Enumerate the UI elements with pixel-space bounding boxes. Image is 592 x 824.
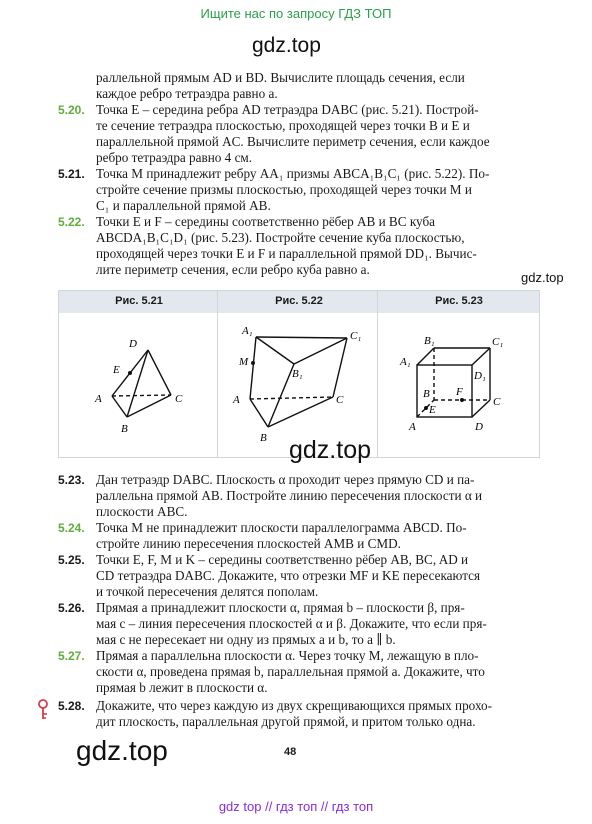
problem-line: C₁ и параллельной прямой AB. [96, 198, 271, 213]
label-E: E [113, 364, 120, 376]
problem-line: мая c не пересекает ни одну из прямых a и b, то a ∥ b. [96, 632, 396, 647]
figures-panel [58, 290, 540, 458]
problem-line: стройте сечение призмы плоскостью, проходящей через точки M и [96, 182, 472, 197]
label-D: D [129, 338, 137, 350]
problem-line: каждое ребро тетраэдра равно a. [96, 86, 278, 101]
problem-line: ABCDA₁B₁C₁D₁ (рис. 5.23). Постройте сечение куба плоскостью, [96, 230, 465, 245]
footer-links[interactable]: gdz top // гдз топ // гдз топ [218, 799, 374, 814]
problem-line: стройте линию пересечения плоскостей AMB и CMD. [96, 536, 401, 551]
label-D1: D₁ [474, 370, 486, 382]
problem-line: Дан тетраэдр DABC. Плоскость α проходит через прямую CD и па- [96, 472, 475, 487]
problem-line: прямая b лежит в плоскости α. [96, 680, 268, 695]
problem-line: раллельна прямой AB. Постройте линию пересечения плоскости α и [96, 488, 483, 503]
watermark-small: gdz.top [521, 270, 564, 285]
label-M: M [239, 356, 249, 368]
problem-number: 5.27. [58, 649, 85, 663]
problem-line: ребро тетраэдра равно 4 см. [96, 150, 253, 165]
label-C: C [175, 393, 183, 405]
problem-number: 5.21. [58, 167, 85, 181]
label-C: C [493, 396, 501, 408]
label-B1: B₁ [292, 368, 303, 380]
problem-line: и точкой пересечения делятся пополам. [96, 584, 319, 599]
problem-line: плоскости ABC. [96, 504, 188, 519]
watermark: gdz.top [76, 735, 168, 766]
label-E: E [429, 404, 436, 416]
search-banner[interactable]: Ищите нас по запросу ГДЗ ТОП [200, 6, 392, 21]
figures-header [59, 291, 539, 313]
label-A: A [95, 393, 102, 405]
problem-line: лите периметр сечения, если ребро куба равно a. [96, 262, 370, 277]
problem-line: Прямая a параллельна плоскости α. Через точку M, лежащую в пло- [96, 648, 479, 663]
figure-title: Рис. 5.22 [275, 295, 323, 307]
label-B: B [260, 432, 267, 444]
problem-line: Точки E и F – середины соответственно рёбер AB и BC куба [96, 214, 436, 229]
tetrahedron-figure [59, 313, 217, 457]
problem-line: Точка M не принадлежит плоскости параллелограмма ABCD. По- [96, 520, 467, 535]
problem-line: скости α, проведена прямая b, параллельная прямой a. Докажите, что [96, 664, 485, 679]
problem-number: 5.23. [58, 473, 85, 487]
problem-line: параллельной прямой AC. Вычислите периметр сечения, если каждое [96, 134, 490, 149]
problem-line: мая c – линия пересечения плоскостей α и β. Докажите, что если пря- [96, 616, 487, 631]
label-C1: C₁ [350, 330, 362, 342]
problem-number: 5.20. [58, 103, 85, 117]
label-D: D [475, 421, 483, 433]
problem-line: те сечение тетраэдра плоскостью, проходящей через точки B и E и [96, 118, 470, 133]
label-B: B [121, 423, 128, 435]
label-A1: A₁ [400, 356, 411, 368]
label-A: A [409, 421, 416, 433]
problem-number: 5.28. [58, 699, 85, 713]
problem-number: 5.24. [58, 521, 85, 535]
problem-line: Прямая a принадлежит плоскости α, прямая b – плоскости β, пря- [96, 600, 465, 615]
problem-line: Докажите, что через каждую из двух скрещивающихся прямых прохо- [96, 698, 493, 713]
label-B1: B₁ [424, 335, 435, 347]
problem-line: Точки E, F, M и K – середины соответственно рёбер AB, BC, AD и [96, 552, 469, 567]
problem-line: проходящей через точки E и F и параллельной прямой DD₁. Вычис- [96, 246, 477, 261]
watermark: gdz.top [252, 34, 321, 57]
figure-title: Рис. 5.21 [115, 295, 163, 307]
key-icon [36, 699, 52, 721]
problem-line: раллельной прямым AD и BD. Вычислите площадь сечения, если [96, 70, 465, 85]
problem-line: дит плоскость, параллельная другой прямой, и притом только одна. [96, 714, 476, 729]
figure-title: Рис. 5.23 [435, 295, 483, 307]
label-A: A [233, 394, 240, 406]
problem-number: 5.26. [58, 601, 85, 615]
problem-number: 5.25. [58, 553, 85, 567]
problem-line: Точка M принадлежит ребру AA₁ призмы ABCA₁B₁C₁ (рис. 5.22). По- [96, 166, 490, 181]
label-C1: C₁ [492, 336, 504, 348]
label-F: F [456, 386, 463, 398]
label-C: C [336, 394, 344, 406]
watermark: gdz.top [289, 436, 372, 464]
problem-number: 5.22. [58, 215, 85, 229]
page-number: 48 [284, 746, 297, 758]
label-A1: A₁ [242, 325, 253, 337]
problem-line: Точка E – середина ребра AD тетраэдра DABC (рис. 5.21). Построй- [96, 102, 479, 117]
cube-figure [378, 313, 538, 457]
problem-line: CD тетраэдра DABC. Докажите, что отрезки MF и KE пересекаются [96, 568, 481, 583]
label-B: B [423, 388, 430, 400]
